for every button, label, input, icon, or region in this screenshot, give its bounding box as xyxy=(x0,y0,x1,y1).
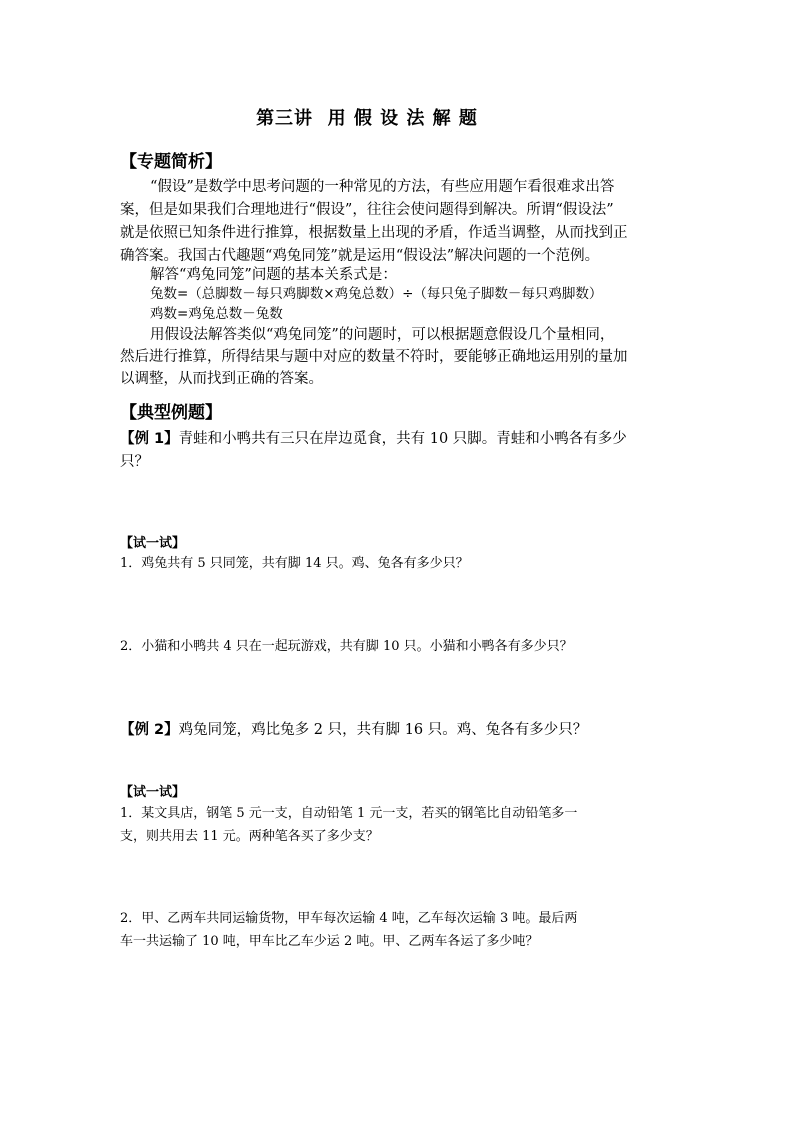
section-heading-overview: 【专题简析】 xyxy=(120,152,222,172)
example-1-line xyxy=(120,432,627,447)
example-1-label: 【例 1】 xyxy=(120,431,179,447)
formula-chicken: 鸡数=鸡兔总数－兔数 xyxy=(150,306,283,322)
try-2-question-1-line-2: 支，则共用去 11 元。两种笔各买了多少支？ xyxy=(120,829,379,844)
example-1-line-2: 只？ xyxy=(120,454,149,470)
example-1-text: 青蛙和小鸭共有三只在岸边觅食，共有 10 只脚。青蛙和小鸭各有多少 xyxy=(178,431,627,447)
try-2-question-2-line-2: 车一共运输了 10 吨，甲车比乙车少运 2 吨。甲、乙两车各运了多少吨？ xyxy=(120,934,539,949)
example-2-label: 【例 2】 xyxy=(120,722,179,738)
example-2-line xyxy=(120,723,587,738)
overview-paragraph-line: 案，但是如果我们合理地进行“假设”，往往会使问题得到解决。所谓“假设法” xyxy=(120,202,614,218)
try-2-label: 【试一试】 xyxy=(120,785,186,800)
try-1-question-2: 2．小猫和小鸭共 4 只在一起玩游戏，共有脚 10 只。小猫和小鸭各有多少只？ xyxy=(120,639,573,654)
overview-paragraph-line: 用假设法解答类似“鸡兔同笼”的问题时，可以根据题意假设几个量相同， xyxy=(150,327,615,343)
overview-paragraph-line: 以调整，从而找到正确的答案。 xyxy=(120,371,323,387)
overview-paragraph-line: 然后进行推算，所得结果与题中对应的数量不符时，要能够正确地运用别的量加 xyxy=(120,349,628,365)
section-heading-examples: 【典型例题】 xyxy=(120,403,222,423)
try-1-question-1: 1．鸡兔共有 5 只同笼，共有脚 14 只。鸡、兔各有多少只？ xyxy=(120,556,469,571)
try-1-label: 【试一试】 xyxy=(120,536,186,551)
overview-paragraph-line: 就是依照已知条件进行推算，根据数量上出现的矛盾，作适当调整，从而找到正 xyxy=(120,225,628,241)
try-2-question-2: 2．甲、乙两车共同运输货物，甲车每次运输 4 吨，乙车每次运输 3 吨。最后两 xyxy=(120,911,578,926)
try-2-question-1: 1．某文具店，钢笔 5 元一支，自动铅笔 1 元一支，若买的钢笔比自动铅笔多一 xyxy=(120,806,578,821)
formula-rabbit: 兔数=（总脚数－每只鸡脚数×鸡兔总数）÷（每只兔子脚数－每只鸡脚数） xyxy=(150,286,603,302)
overview-paragraph-line: “假设”是数学中思考问题的一种常见的方法，有些应用题乍看很难求出答 xyxy=(150,179,615,195)
overview-paragraph-line: 确答案。我国古代趣题“鸡兔同笼”就是运用“假设法”解决问题的一个范例。 xyxy=(120,248,600,264)
relation-intro-line: 解答“鸡兔同笼”问题的基本关系式是： xyxy=(150,267,397,283)
page-title: 第三讲 用 假 设 法 解 题 xyxy=(256,108,478,129)
example-2-text: 鸡兔同笼，鸡比兔多 2 只，共有脚 16 只。鸡、兔各有多少只？ xyxy=(178,722,588,738)
